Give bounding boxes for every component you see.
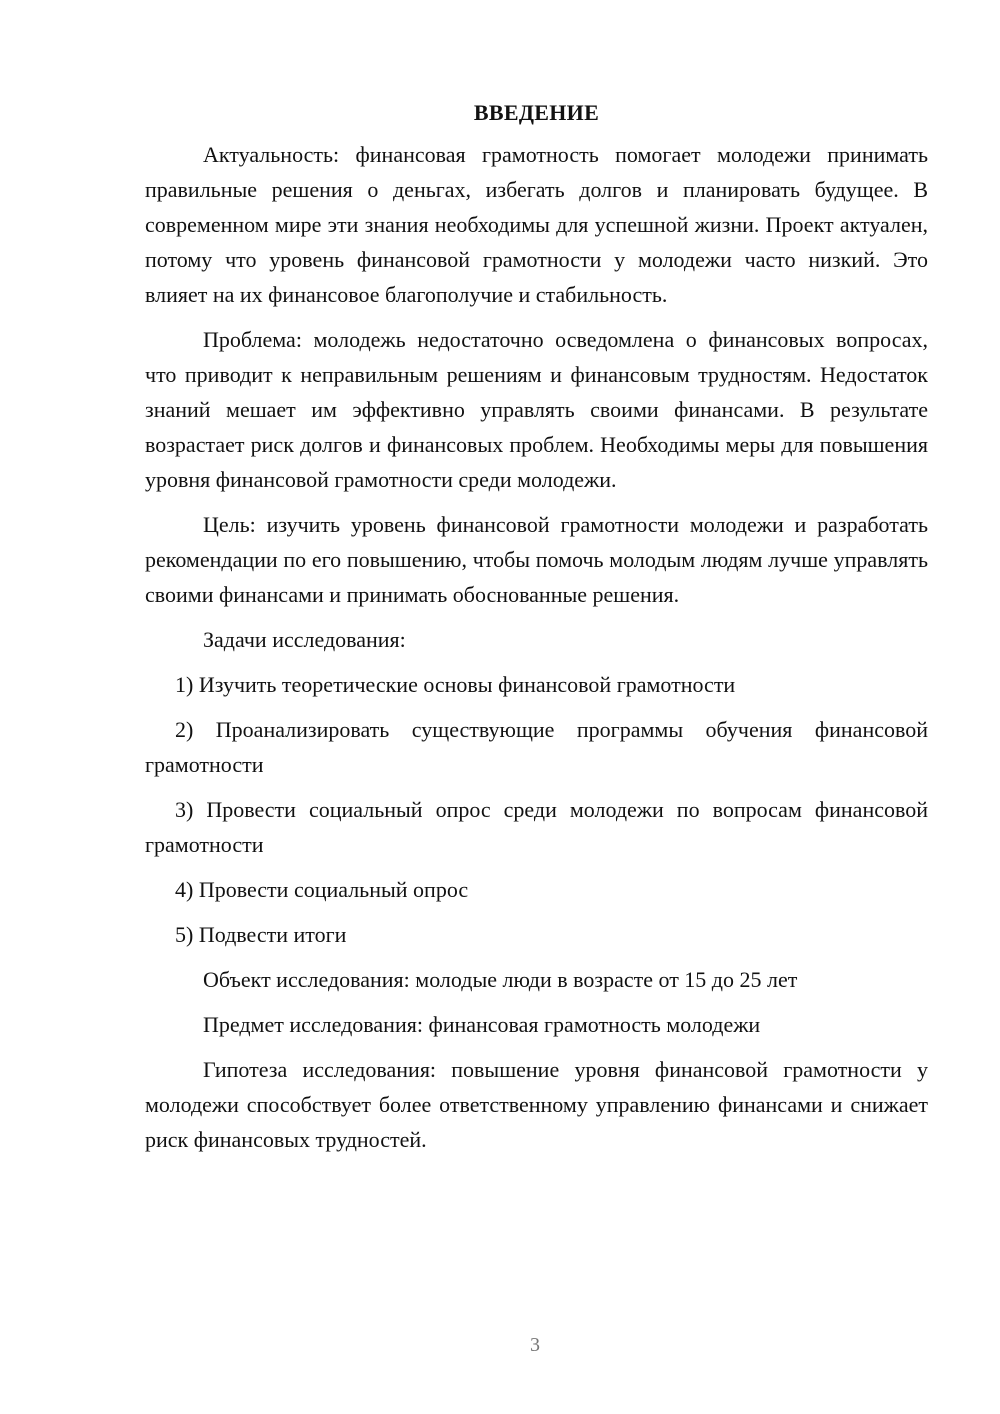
task-item: 5) Подвести итоги [175, 922, 347, 947]
tasks-heading: Задачи исследования: [203, 627, 406, 652]
research-object: Объект исследования: молодые люди в возрасте от 15 до 25 лет [203, 967, 798, 992]
page-title: ВВЕДЕНИЕ [473, 100, 600, 125]
goal-paragraph: Цель: изучить уровень финансовой грамотности молодежи и разработать рекомендации по его повышению, чтобы помочь молодым людям лучше управлять своими финансами и принимать обоснованные решения. [145, 512, 928, 607]
page-body [145, 95, 928, 1167]
problem-paragraph: Проблема: молодежь недостаточно осведомлена о финансовых вопросах, что приводит к неправильным решениям и финансовым трудностям. Недостаток знаний мешает им эффективно управлять своими финансами. В результате возрастает риск долгов и финансовых проблем. Необходимы меры для повышения уровня финансовой грамотности среди молодежи. [145, 327, 928, 492]
research-hypothesis: Гипотеза исследования: повышение уровня финансовой грамотности у молодежи способствует более ответственному управлению финансами и снижает риск финансовых трудностей. [145, 1057, 928, 1152]
task-item: 4) Провести социальный опрос [175, 877, 469, 902]
relevance-paragraph: Актуальность: финансовая грамотность помогает молодежи принимать правильные решения о деньгах, избегать долгов и планировать будущее. В современном мире эти знания необходимы для успешной жизни. Проект актуален, потому что уровень финансовой грамотности у молодежи часто низкий. Это влияет на их финансовое благополучие и стабильность. [145, 142, 928, 307]
task-item: 3) Провести социальный опрос среди молодежи по вопросам финансовой грамотности [145, 797, 928, 857]
task-item: 1) Изучить теоретические основы финансовой грамотности [175, 672, 736, 697]
research-subject: Предмет исследования: финансовая грамотность молодежи [203, 1012, 761, 1037]
task-item: 2) Проанализировать существующие программы обучения финансовой грамотности [145, 717, 928, 777]
page-number: 3 [530, 1334, 540, 1356]
